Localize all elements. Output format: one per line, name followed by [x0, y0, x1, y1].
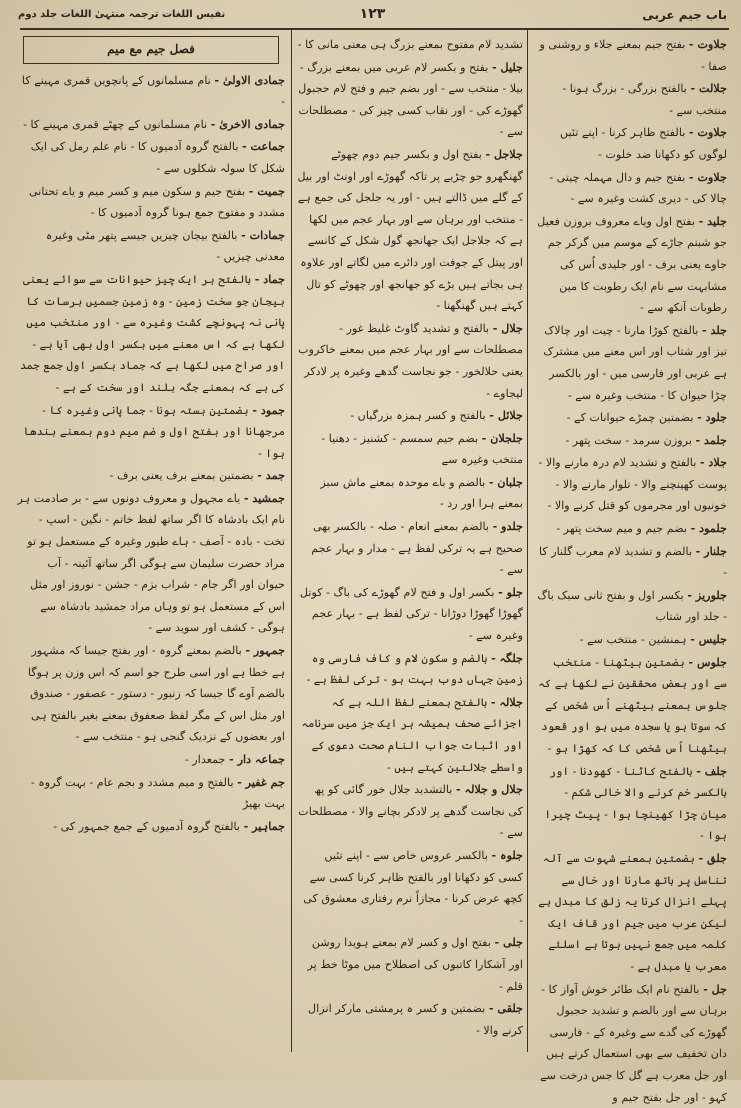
entry-definition: بالضم و سکون لام و کاف فارسی وہ زمین جہاں دوب بہت ہو - ترکی لفظ ہے -: [306, 651, 523, 687]
section-title: فصل جیم مع میم: [23, 36, 279, 64]
dictionary-entry: [537, 848, 727, 978]
column-right: [537, 34, 727, 1104]
entry-definition: بالتشدید جلال خور گائی کو پھ کی نجاست گدھے پر لادکر بچانے والا - مصطلحات سے -: [298, 783, 523, 840]
entry-headword: جمد -: [257, 468, 285, 483]
entry-definition: بالضم بمعنے گروہ - اور بفتح جیسا کہ مشہور ہے خطا ہے اور اسی طرح جو اسم کہ اس وزن پر ہوگا بالضم آوے گا جیسا کہ زنبور - دستور - عصفور - صندوق اور مثل اس کے مگر لفظ صعفوق بمعنے بغیر بالفتح ہی اور بعضوں کے نزدیک گنجی ہو - منتخب سے -: [27, 644, 285, 744]
entry-definition: بکسر اول و بفتح ثانی سبک باگ - جلد اور شتاب: [537, 588, 727, 624]
dictionary-entry: [297, 932, 523, 997]
dictionary-entry: [17, 400, 285, 465]
entry-definition: بکسر اول و فتح لام گھوڑے کی باگ - کوتل گھوڑا گھوڑا دوڑانا - ترکی لفظ ہے - بہار عجم وغیرہ سے -: [299, 585, 523, 643]
entry-definition: بالکسر عروس خاص سے - اپنے تئیں کسی کو دکھانا اور بالفتح ظاہر کرنا کسی سے کچھ عرض کرنا - مجازاً نرم رفتاری معشوق کی -: [303, 848, 523, 927]
entry-definition: بضمتین و کسر ہ پرمشتی مارکر انزال کرنے والا -: [308, 1002, 523, 1037]
dictionary-entry: [537, 585, 727, 628]
entry-headword: جلاوت -: [688, 125, 727, 140]
dictionary-entry: [297, 57, 523, 143]
column-middle: [297, 34, 523, 1050]
dictionary-entry: [297, 998, 523, 1041]
dictionary-entry: [297, 144, 523, 317]
entry-definition: ہمنشین - منتخب سے -: [579, 633, 687, 647]
entry-definition: بضم جیم سمسم - کشنیز - دھنیا - منتخب وغیرہ سے: [321, 431, 523, 467]
entry-headword: جلبان -: [488, 474, 523, 489]
dictionary-entry: [537, 211, 727, 319]
entry-headword: جلگہ -: [491, 650, 523, 665]
entry-definition: بفتح جیم و دال مہملہ چیتی - چالا کی - دیری کشت وغیرہ سے -: [549, 170, 727, 206]
entry-definition: بالفتح و میم مشدد و بجم عام - بہت گروہ - بہت بھیڑ: [30, 775, 285, 811]
dictionary-entry: [297, 692, 523, 778]
dictionary-entry: [297, 845, 523, 931]
entry-definition: بضمتین چمڑے حیوانات کے -: [566, 411, 694, 425]
entry-headword: جلالت -: [690, 81, 727, 96]
dictionary-entry: [537, 34, 727, 77]
dictionary-entry: [17, 136, 285, 179]
entry-headword: جلید -: [698, 213, 727, 228]
entry-definition: بالفتح نام ایک طائر خوش آواز کا - برہان سے اور بالضم و تشدید حجبول گھوڑے کی گدے سے وغیرہ کے - فارسی دان تخفیف سے بھی استعمال کرتے ہیں اور جل معرب ہے گل کا جس درخت سے کہو - اور جل بفتح جیم و: [540, 982, 727, 1104]
entry-definition: تشدید لام مفتوح بمعنے بزرگ ہی معنی مانی کا -: [297, 38, 523, 51]
entry-headword: جلد -: [701, 322, 727, 337]
entry-headword: جلود -: [697, 410, 727, 425]
dictionary-entry: [17, 269, 285, 399]
entry-definition: بضمتین بیٹھنا - منتخب سے اور بعض محققین نے لکھا ہے کہ جلوس بمعنے بیٹھنے اُس شخص کے کہ سوتا ہو یا سجدہ میں ہو اور قعود بیٹھنا اُس شخص کا کہ کھڑا ہو -: [538, 655, 727, 755]
dictionary-entry: [537, 652, 727, 760]
entry-definition: بفتح جیم و سکون میم و کسر میم و یاے تحتانی مشدد و مفتوح جمع ہونا گروہ آدمیوں کا -: [28, 184, 285, 220]
dictionary-entry: [297, 428, 523, 471]
entry-definition: بضم جیم و میم سخت پتھر -: [556, 522, 688, 536]
header-rule: [20, 28, 729, 30]
entry-definition: بالفتح کوڑا مارنا - چیت اور چالاک تیز اور شتاب اور اس معنے میں مشترک ہے عربی اور فارسی میں - اور بالکسر چڑا حیوان کا - منتخب وغیرہ سے -: [543, 323, 727, 402]
entry-headword: جلق -: [698, 850, 727, 865]
dictionary-entry: [17, 181, 285, 224]
entry-headword: جلنار -: [695, 543, 727, 558]
entry-definition: بضمتین بمعنے برف یعنی برف -: [109, 469, 254, 483]
entry-headword: جمادی الاخریٰ -: [210, 116, 285, 131]
book-title: نفیس اللغات ترجمہ منتہیٰ اللغات جلد دوم: [18, 9, 226, 20]
entry-headword: جماد -: [254, 271, 285, 286]
entry-definition: بالفتح بیجان چیزیں جیسے پتھر مٹی وغیرہ معدنی چیزیں -: [45, 228, 285, 264]
entry-headword: جماعہ دار -: [229, 752, 285, 766]
entry-headword: جلمد -: [695, 432, 727, 447]
entry-headword: جمہور -: [245, 643, 285, 658]
column-left: [17, 34, 285, 1050]
dictionary-entry: [537, 407, 727, 429]
page-header: [18, 6, 727, 28]
entry-headword: جلوس -: [688, 654, 727, 669]
entry-definition: نام مسلمانوں کے چھٹے قمری مہینے کا -: [23, 117, 208, 131]
entry-definition: بالضم و باے موحدہ بمعنے ماش سبز بمعنے ہرا اور رد -: [320, 475, 523, 511]
entry-headword: جلیل -: [491, 59, 523, 74]
entry-headword: جلاد -: [699, 455, 727, 470]
dictionary-entry: [537, 541, 727, 584]
dictionary-entry: [17, 114, 285, 136]
entry-headword: جلمود -: [690, 521, 727, 536]
entry-definition: بالفتح بمعنے لفظ اللہ ہے کہ اجزائے صحف ہمیشہ ہر ایک جز میں سرنامہ اور اثبات جواب النام صحت دعوی کے واسطے جلالتین کہتے ہیں -: [301, 695, 523, 774]
dictionary-entry: [17, 816, 285, 838]
dictionary-entry: [17, 640, 285, 748]
entry-headword: جلائل -: [489, 408, 523, 423]
entry-headword: جلیس -: [690, 632, 727, 647]
entry-headword: جلف -: [696, 763, 727, 778]
entry-definition: نام مسلمانوں کے پانچویں قمری مہینے کا -: [21, 73, 285, 109]
entry-headword: جمود -: [252, 402, 285, 417]
entry-headword: جمشید -: [243, 490, 285, 505]
dictionary-entry: [537, 761, 727, 847]
entry-definition: بفتح و بکسر لام عربی میں بمعنے بزرگ - بیلا - منتخب سے - اور بضم جیم و فتح لام حجبول گھوڑے کی - اور نقاب کسی چیز کی - مصطلحات سے -: [298, 60, 523, 139]
dictionary-entry: [17, 465, 285, 487]
dictionary-entry: [537, 979, 727, 1108]
dictionary-entry: [297, 779, 523, 844]
dictionary-entry: [17, 70, 285, 113]
entry-headword: جلدو -: [492, 519, 523, 534]
entry-headword: جماہیر -: [243, 818, 285, 833]
entry-definition: بالفتح و تشدید گاوٹ غلیظ غور - مصطلحات سے اور بہار عجم میں بمعنے خاکروب یعنی حلالخور - جو نجاست گدھے وغیرہ پر لادکر لیجاوے -: [298, 321, 523, 400]
dictionary-entry: [297, 405, 523, 427]
entry-headword: جلی -: [494, 935, 523, 950]
entry-definition: بالفتح ظاہر کرنا - اپنے تئیں لوگوں کو دکھانا ضد خلوت -: [560, 126, 727, 161]
entry-headword: جلاوت -: [688, 169, 727, 184]
entry-headword: جلوہ -: [491, 847, 523, 862]
entry-definition: جمعدار -: [184, 753, 226, 766]
entry-headword: جمیت -: [248, 183, 285, 198]
entry-definition: بفتح اول و کسر لام بمعنے ہویدا روشن اور آشکارا کاتبوں کی اصطلاح میں موٹا خط پر قلم -: [307, 936, 523, 993]
dictionary-entry: [537, 78, 727, 121]
entry-definition: بالفتح کاٹنا - کھودنا - اور بالکسر خم کرنے والا خالی شکم - میان چڑا کھینچا ہوا - پیٹ چیرا ہوا -: [544, 764, 727, 843]
dictionary-entry: [297, 472, 523, 515]
column-divider: [527, 30, 528, 1052]
entry-definition: بالضم بمعنے انعام - صلہ - بالکسر بھی صحیح ہے یہ ترکی لفظ ہے - مدار و بہار عجم سے -: [311, 520, 523, 577]
entry-headword: جلاوت -: [688, 37, 727, 51]
column-divider: [291, 30, 292, 1052]
dictionary-entry: [17, 772, 285, 815]
entry-headword: جلجلان -: [481, 430, 523, 445]
dictionary-entry: [537, 167, 727, 210]
entry-headword: جلالہ -: [490, 694, 523, 709]
dictionary-entry: [297, 648, 523, 691]
dictionary-entry: [17, 749, 285, 771]
entry-definition: بالفتح و تشدید لام درہ مارنے والا - پوست کھینچنے والا - تلوار مارنے والا - خونیوں اور مجرموں کو قتل کرنے والا -: [538, 456, 727, 513]
dictionary-entry: [537, 320, 727, 406]
dictionary-entry: [297, 34, 523, 56]
chapter-title: باب جیم عربی: [642, 8, 727, 22]
dictionary-entry: [17, 488, 285, 639]
entry-headword: جلال و جلالہ -: [455, 782, 523, 797]
entry-definition: بالفتح و کسر ہمزہ بزرگیاں -: [350, 409, 486, 423]
entry-definition: بضمتین بستہ ہونا - جما پانی وغیرہ کا - مرجھانا اور بفتح اول و ضم میم دوم بمعنے بندھا ہوا -: [23, 403, 285, 460]
entry-headword: جمادات -: [241, 227, 285, 242]
dictionary-entry: [17, 225, 285, 268]
entry-definition: یاے مجہول و معروف دونوں سے - بر صادمت ہر نام ایک بادشاہ کا اگر ساتھ لفظ خاتم - نگین - اسپ - تخت - بادہ - آصف - ہاے طیور وغیرہ کے مستعمل ہو تو مراد حضرت سلیمان سے ہوگی اگر ساتھ آئینہ - آب حیوان اور اگر جام - شراب بزم - جشن - نوروز اور مثل اس کے مستعمل ہو تو وہاں مراد جمشید بادشاہ سے ہوگی - کشف اور سوید سے -: [17, 491, 285, 635]
dictionary-entry: [297, 516, 523, 581]
entry-definition: بفتح اول ویاے معروف بروزن فعیل جو شبنم جاڑے کے موسم میں گرکر جم جاوے یعنی برف - اور جلیدی اُس کی مشابہت سے نام ایک رطوبت کا مین رطوبات آنکھ سے -: [537, 214, 727, 315]
entry-definition: بفتح اول و بکسر جیم دوم چھوٹے گھنگھرو جو چڑیے پر تاکہ گھوڑے اور اونٹ اور بیل کے گلے میں ڈالتے ہیں - اور یہ جلجل کی جمع ہے - منتخب اور برہان سے اور بہار عجم میں لکھا ہے کہ جلاجل ایک جھانجھ گول شکل کے کانسے اور پیتل کے جوفت اور دائرے میں لگاتے اور علاوہ ہی بجاتے ہیں بڑے کو جھانجھ اور چھوٹے کو تال کہتے ہیں گھنگھنا -: [297, 147, 523, 313]
entry-definition: بالفتح بزرگی - بزرگ ہونا - منتخب سے -: [562, 82, 727, 117]
entry-definition: بفتح جیم بمعنے جلاء و روشنی و صفا -: [539, 38, 727, 73]
page-number: ۱۲۳: [359, 6, 386, 22]
dictionary-entry: [297, 318, 523, 404]
entry-headword: جم غفیر -: [237, 774, 285, 789]
entry-definition: بالضم و تشدید لام معرب گلنار کا -: [538, 544, 727, 580]
entry-definition: بالفتح گروہ آدمیوں کے جمع جمہور کی -: [53, 819, 240, 833]
entry-headword: جلوریز -: [687, 587, 727, 602]
entry-headword: جماعت -: [242, 139, 285, 154]
entry-headword: جلو -: [498, 584, 523, 599]
dictionary-entry: [537, 518, 727, 540]
dictionary-entry: [537, 629, 727, 651]
entry-headword: جلقی -: [488, 1001, 523, 1016]
dictionary-entry: [297, 582, 523, 647]
entry-headword: جل -: [703, 981, 727, 996]
dictionary-entry: [537, 452, 727, 517]
entry-definition: بروزن سرمد - سخت پتھر -: [565, 433, 692, 447]
entry-headword: جلال -: [492, 320, 523, 335]
entry-headword: جلاجل -: [485, 146, 523, 161]
entry-headword: جمادی الاولیٰ -: [214, 72, 285, 87]
entry-definition: بالفتح ہر ایک چیز حیوانات سے سوائے یعنی بیجان جو سخت زمین - وہ زمین جسمیں برسات کا پانی نہ پہونچے کشت وغیرہ سے - اور منتخب میں لکھا ہے کہ اس معنے میں بکسر اول بھی آیا ہے - اور صراح میں لکھا ہے کہ جماد بکسر اول جمع جمد کی ہے کہ بمعنے جگہ بلند اور سخت کے ہے -: [20, 272, 285, 394]
entry-definition: بالفتح گروہ آدمیوں کا - نام علم رمل کی ایک شکل کا سولہ شکلوں سے -: [30, 140, 285, 175]
dictionary-entry: [537, 122, 727, 165]
dictionary-entry: [537, 430, 727, 452]
entry-definition: بضمتین بمعنے شہوت سے آلہ تناسل پر ہاتھ مارنا اور خال سے پہلے انزال کرنا یہ زلق کا مبدل ہے لیکن عرب میں جیم اور قاف ایک کلمہ میں جمع نہیں ہوتا ہے اسلئے معرب یا مبدل ہے -: [538, 851, 727, 973]
